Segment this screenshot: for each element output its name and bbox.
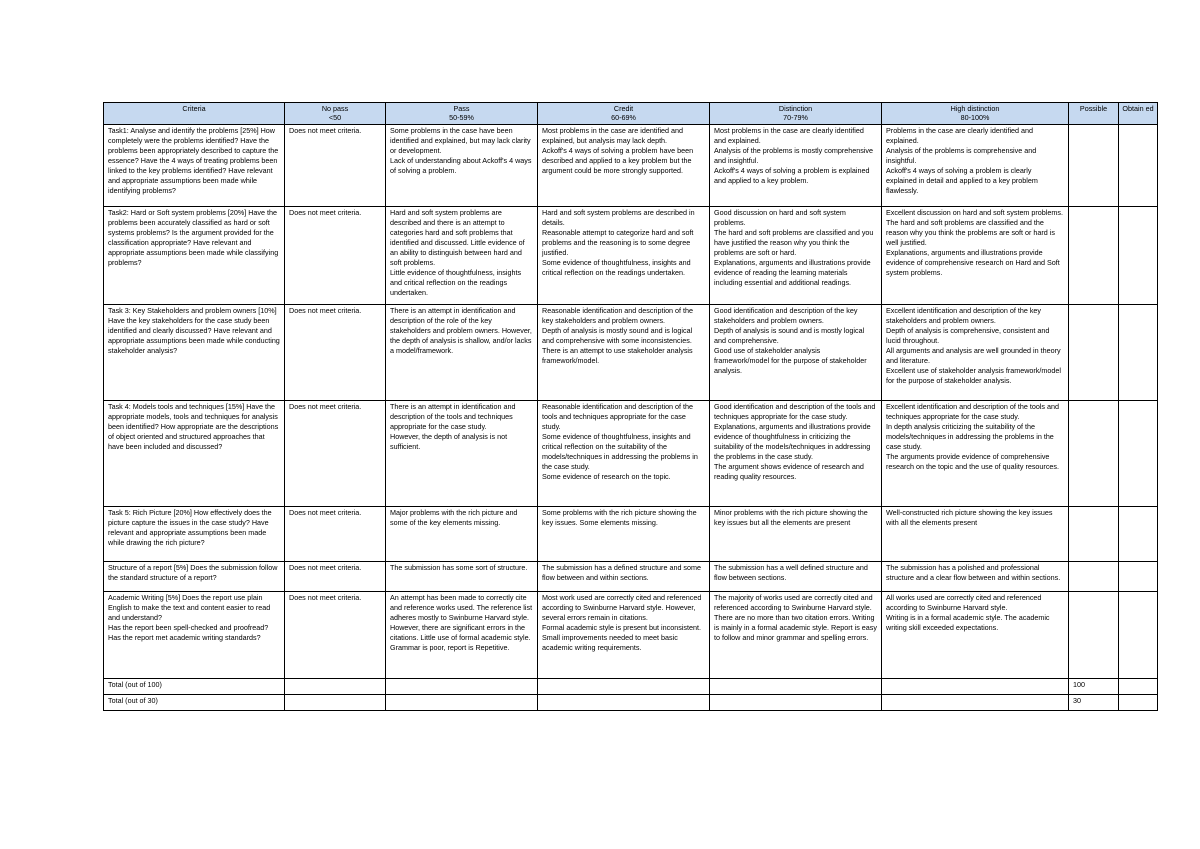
criterion-cell: Task1: Analyse and identify the problems [25%] How completely were the problems identified? Have the problems been appropriately described to capture the essence? Have the 4 ways of treating problems been linked to the key problems identified? Have relevant and appropriate assumptions been made while identifying problems? [104,125,285,207]
no-pass-cell: Does not meet criteria. [285,305,386,401]
criterion-cell: Academic Writing [5%] Does the report use plain English to make the text and content easier to read and understand? Has the report been spell-checked and proofread? Has the report met academic writing standards? [104,592,285,679]
no-pass-cell: Does not meet criteria. [285,592,386,679]
no-pass-cell: Does not meet criteria. [285,507,386,562]
distinction-cell: Good identification and description of the tools and techniques appropriate for the case study. Explanations, arguments and illustrations provide evidence of thoughtfulness in criticizing the suitability of the models/techniques in addressing the problems in the case study. The argument shows evidence of research and reading quality resources. [710,401,882,507]
criterion-row-task2 [104,207,1158,305]
high-distinction-cell: All works used are correctly cited and referenced according to Swinburne Harvard style. Writing is in a formal academic style. The academic writing skill exceeded expectations. [882,592,1069,679]
high-distinction-cell: Well-constructed rich picture showing the key issues with all the elements present [882,507,1069,562]
no-pass-cell: Does not meet criteria. [285,562,386,592]
high-distinction-cell: Problems in the case are clearly identified and explained. Analysis of the problems is comprehensive and insightful. Ackoff's 4 ways of solving a problem is clearly explained in detail and applied to a key problem flawlessly. [882,125,1069,207]
possible-cell [1069,507,1119,562]
obtained-cell[interactable] [1119,562,1158,592]
possible-cell [1069,401,1119,507]
distinction-cell: The submission has a well defined structure and flow between sections. [710,562,882,592]
empty-cell [285,695,386,711]
possible-cell [1069,592,1119,679]
high-distinction-cell: Excellent identification and description of the key stakeholders and problem owners. Depth of analysis is comprehensive, consistent and lucid throughout. All arguments and analysis are well grounded in theory and literature. Excellent use of stakeholder analysis framework/model for the purpose of stakeholder analysis. [882,305,1069,401]
obtained-cell[interactable] [1119,207,1158,305]
obtained-cell[interactable] [1119,401,1158,507]
criterion-cell: Task 4: Models tools and techniques [15%] Have the appropriate models, tools and techniques for analysis been identified? How appropriate are the descriptions of object oriented and structured approaches that have been included and discussed? [104,401,285,507]
header-row [104,103,1158,125]
distinction-cell: Minor problems with the rich picture showing the key issues but all the elements are present [710,507,882,562]
empty-cell [710,695,882,711]
criterion-cell: Task 5: Rich Picture [20%] How effectively does the picture capture the issues in the case study? Have relevant and appropriate assumptions been made while drawing the rich picture? [104,507,285,562]
total-label: Total (out of 30) [104,695,285,711]
obtained-header: Obtain ed [1119,103,1158,125]
total-label: Total (out of 100) [104,679,285,695]
total-possible: 30 [1069,695,1119,711]
no-pass-cell: Does not meet criteria. [285,207,386,305]
pass-cell: There is an attempt in identification and description of the role of the key stakeholders and problem owners. However, the depth of analysis is shallow, and/or lacks a model/framework. [386,305,538,401]
possible-cell [1069,562,1119,592]
credit-cell: Most problems in the case are identified and explained, but analysis may lack depth. Ackoff's 4 ways of solving a problem have been described and applied to a key problem but the argument could be more strongly supported. [538,125,710,207]
empty-cell [386,695,538,711]
pass-cell: Major problems with the rich picture and some of the key elements missing. [386,507,538,562]
possible-header: Possible [1069,103,1119,125]
criterion-row-task1 [104,125,1158,207]
credit-cell: Most work used are correctly cited and referenced according to Swinburne Harvard style. However, several errors remain in citations. Formal academic style is present but inconsistent. Small improvements needed to meet basic academic writing requirements. [538,592,710,679]
distinction-cell: The majority of works used are correctly cited and referenced according to Swinburne Harvard style. There are no more than two citation errors. Writing is mainly in a formal academic style. Report is easy to follow and minor grammar and spelling errors. [710,592,882,679]
distinction-header: Distinction 70-79% [710,103,882,125]
total-row-30 [104,695,1158,711]
credit-cell: Some problems with the rich picture showing the key issues. Some elements missing. [538,507,710,562]
distinction-cell: Good discussion on hard and soft system problems. The hard and soft problems are classified and you have justified the reason why you think the problems are soft or hard. Explanations, arguments and illustrations provide evidence of reading the learning materials including essential and additional readings. [710,207,882,305]
empty-cell [882,679,1069,695]
pass-cell: The submission has some sort of structure. [386,562,538,592]
criterion-row-task5 [104,507,1158,562]
obtained-cell[interactable] [1119,125,1158,207]
high-distinction-cell: Excellent identification and description of the tools and techniques appropriate for the case study. In depth analysis criticizing the suitability of the models/techniques in addressing the problems in the case study. The arguments provide evidence of comprehensive research on the topic and the use of quality resources. [882,401,1069,507]
total-obtained[interactable] [1119,695,1158,711]
high-distinction-cell: Excellent discussion on hard and soft system problems. The hard and soft problems are classified and the reason why you think the problems are soft or hard is well justified. Explanations, arguments and illustrations provide evidence of comprehensive research on Hard and Soft system problems. [882,207,1069,305]
no-pass-header: No pass <50 [285,103,386,125]
marking-rubric-table [103,102,1158,711]
obtained-cell[interactable] [1119,305,1158,401]
total-possible: 100 [1069,679,1119,695]
criterion-cell: Task2: Hard or Soft system problems [20%] Have the problems been accurately classified as hard or soft systems problems? Is the argument provided for the classification appropriate? Have relevant and appropriate assumptions been made while classifying problems? [104,207,285,305]
criterion-row-task4 [104,401,1158,507]
pass-cell: An attempt has been made to correctly cite and reference works used. The reference list adheres mostly to Swinburne Harvard style. However, there are significant errors in the citations. Little use of formal academic style. Grammar is poor, report is Repetitive. [386,592,538,679]
credit-cell: Reasonable identification and description of the key stakeholders and problem owners. Depth of analysis is mostly sound and is logical and comprehensive with some inconsistencies. There is an attempt to use stakeholder analysis framework/model. [538,305,710,401]
obtained-cell[interactable] [1119,507,1158,562]
no-pass-cell: Does not meet criteria. [285,401,386,507]
empty-cell [538,679,710,695]
criteria-header: Criteria [104,103,285,125]
credit-cell: Reasonable identification and description of the tools and techniques appropriate for the case study. Some evidence of thoughtfulness, insights and critical reflection on the suitability of the models/techniques in addressing the problems in the case study. Some evidence of research on the topic. [538,401,710,507]
pass-cell: There is an attempt in identification and description of the tools and techniques appropriate for the case study. However, the depth of analysis is not sufficient. [386,401,538,507]
empty-cell [710,679,882,695]
possible-cell [1069,207,1119,305]
criterion-row-academic-writing [104,592,1158,679]
credit-header: Credit 60-69% [538,103,710,125]
total-row-100 [104,679,1158,695]
distinction-cell: Most problems in the case are clearly identified and explained. Analysis of the problems is mostly comprehensive and insightful. Ackoff's 4 ways of solving a problem is explained and applied to a key problem. [710,125,882,207]
possible-cell [1069,125,1119,207]
pass-cell: Hard and soft system problems are described and there is an attempt to categories hard and soft problems that identified and discussed. Little evidence of an ability to distinguish between hard and soft problems. Little evidence of thoughtfulness, insights and critical reflection on the readings undertaken. [386,207,538,305]
empty-cell [285,679,386,695]
credit-cell: The submission has a defined structure and some flow between and within sections. [538,562,710,592]
empty-cell [386,679,538,695]
criterion-row-task3 [104,305,1158,401]
criterion-row-structure [104,562,1158,592]
pass-cell: Some problems in the case have been identified and explained, but may lack clarity or development. Lack of understanding about Ackoff's 4 ways of solving a problem. [386,125,538,207]
criterion-cell: Structure of a report [5%] Does the submission follow the standard structure of a report? [104,562,285,592]
empty-cell [538,695,710,711]
criterion-cell: Task 3: Key Stakeholders and problem owners [10%] Have the key stakeholders for the case study been identified and clearly discussed? Have relevant and appropriate assumptions been made while conducting stakeholder analysis? [104,305,285,401]
empty-cell [882,695,1069,711]
high-distinction-header: High distinction 80-100% [882,103,1069,125]
distinction-cell: Good identification and description of the key stakeholders and problem owners. Depth of analysis is sound and is mostly logical and comprehensive. Good use of stakeholder analysis framework/model for the purpose of stakeholder analysis. [710,305,882,401]
no-pass-cell: Does not meet criteria. [285,125,386,207]
obtained-cell[interactable] [1119,592,1158,679]
total-obtained[interactable] [1119,679,1158,695]
credit-cell: Hard and soft system problems are described in details. Reasonable attempt to categorize hard and soft problems and the reasoning is to some degree justified. Some evidence of thoughtfulness, insights and critical reflection on the readings undertaken. [538,207,710,305]
high-distinction-cell: The submission has a polished and professional structure and a clear flow between and within sections. [882,562,1069,592]
pass-header: Pass 50-59% [386,103,538,125]
possible-cell [1069,305,1119,401]
